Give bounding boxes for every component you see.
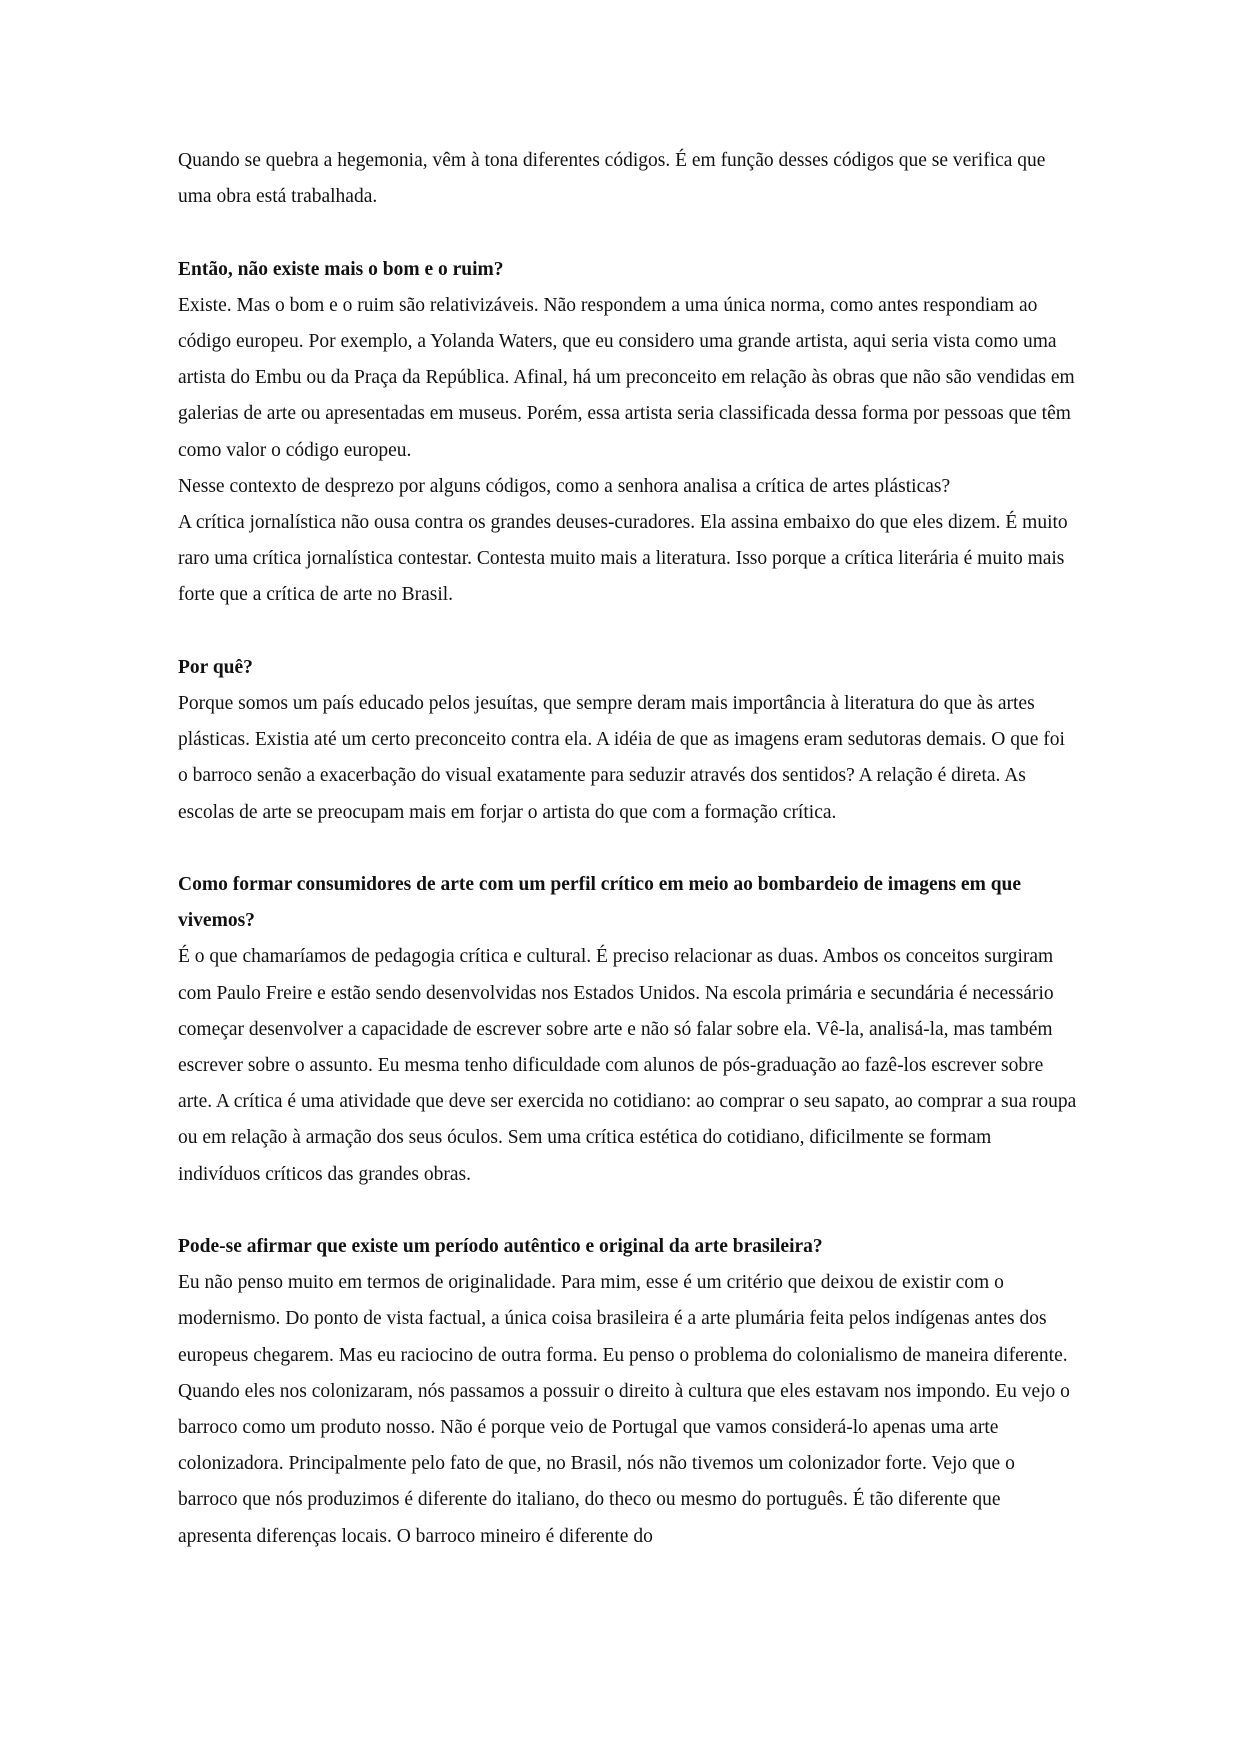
paragraph-spacer bbox=[178, 831, 1078, 867]
answer-bom-ruim: Existe. Mas o bom e o ruim são relativizáveis. Não respondem a uma única norma, como antes respondiam ao código europeu. Por exemplo, a Yolanda Waters, que eu considero uma grande artista, aqui seria vista como uma artista do Embu ou da Praça da República. Afinal, há um preconceito em relação às obras que não são vendidas em galerias de arte ou apresentadas em museus. Porém, essa artista seria classificada dessa forma por pessoas que têm como valor o código europeu. bbox=[178, 294, 1075, 461]
question-por-que: Por quê? bbox=[178, 656, 253, 678]
answer-critica-jornalistica: A crítica jornalística não ousa contra os grandes deuses-curadores. Ela assina embaixo do que eles dizem. É muito raro uma crítica jornalística contestar. Contesta muito mais a literatura. Isso porque a crítica literária é muito mais forte que a crítica de arte no Brasil. bbox=[178, 512, 1068, 606]
paragraph-hegemonia: Quando se quebra a hegemonia, vêm à tona diferentes códigos. É em função desses códigos que se verifica que uma obra está trabalhada. bbox=[178, 150, 1046, 208]
question-periodo-autentico: Pode-se afirmar que existe um período autêntico e original da arte brasileira? bbox=[178, 1236, 823, 1258]
question-bom-ruim: Então, não existe mais o bom e o ruim? bbox=[178, 258, 504, 280]
answer-jesuitas: Porque somos um país educado pelos jesuítas, que sempre deram mais importância à literatura do que às artes plásticas. Existia até um certo preconceito contra ela. A idéia de que as imagens eram sedutoras demais. O que foi o barroco senão a exacerbação do visual exatamente para seduzir através dos sentidos? A relação é direta. As escolas de arte se preocupam mais em forjar o artista do que com a formação crítica. bbox=[178, 693, 1065, 823]
question-critica-artes: Nesse contexto de desprezo por alguns códigos, como a senhora analisa a crítica de artes plásticas? bbox=[178, 475, 951, 497]
answer-pedagogia-critica: É o que chamaríamos de pedagogia crítica e cultural. É preciso relacionar as duas. Ambos os conceitos surgiram com Paulo Freire e estão sendo desenvolvidas nos Estados Unidos. Na escola primária e secundária é necessário começar desenvolver a capacidade de escrever sobre arte e não só falar sobre ela. Vê-la, analisá-la, mas também escrever sobre o assunto. Eu mesma tenho dificuldade com alunos de pós-graduação ao fazê-los escrever sobre arte. A crítica é uma atividade que deve ser exercida no cotidiano: ao comprar o seu sapato, ao comprar a sua roupa ou em relação à armação dos seus óculos. Sem uma crítica estética do cotidiano, dificilmente se formam indivíduos críticos das grandes obras. bbox=[178, 946, 1077, 1185]
paragraph-spacer bbox=[178, 1193, 1078, 1229]
document-page bbox=[178, 143, 1078, 1555]
question-consumidores-arte: Como formar consumidores de arte com um perfil crítico em meio ao bombardeio de imagens em que vivemos? bbox=[178, 874, 1022, 932]
paragraph-spacer bbox=[178, 215, 1078, 251]
paragraph-spacer bbox=[178, 614, 1078, 650]
answer-originalidade: Eu não penso muito em termos de originalidade. Para mim, esse é um critério que deixou de existir com o modernismo. Do ponto de vista factual, a única coisa brasileira é a arte plumária feita pelos indígenas antes dos europeus chegarem. Mas eu raciocino de outra forma. Eu penso o problema do colonialismo de maneira diferente. Quando eles nos colonizaram, nós passamos a possuir o direito à cultura que eles estavam nos impondo. Eu vejo o barroco como um produto nosso. Não é porque veio de Portugal que vamos considerá-lo apenas uma arte colonizadora. Principalmente pelo fato de que, no Brasil, nós não tivemos um colonizador forte. Vejo que o barroco que nós produzimos é diferente do italiano, do theco ou mesmo do português. É tão diferente que apresenta diferenças locais. O barroco mineiro é diferente do bbox=[178, 1272, 1070, 1547]
